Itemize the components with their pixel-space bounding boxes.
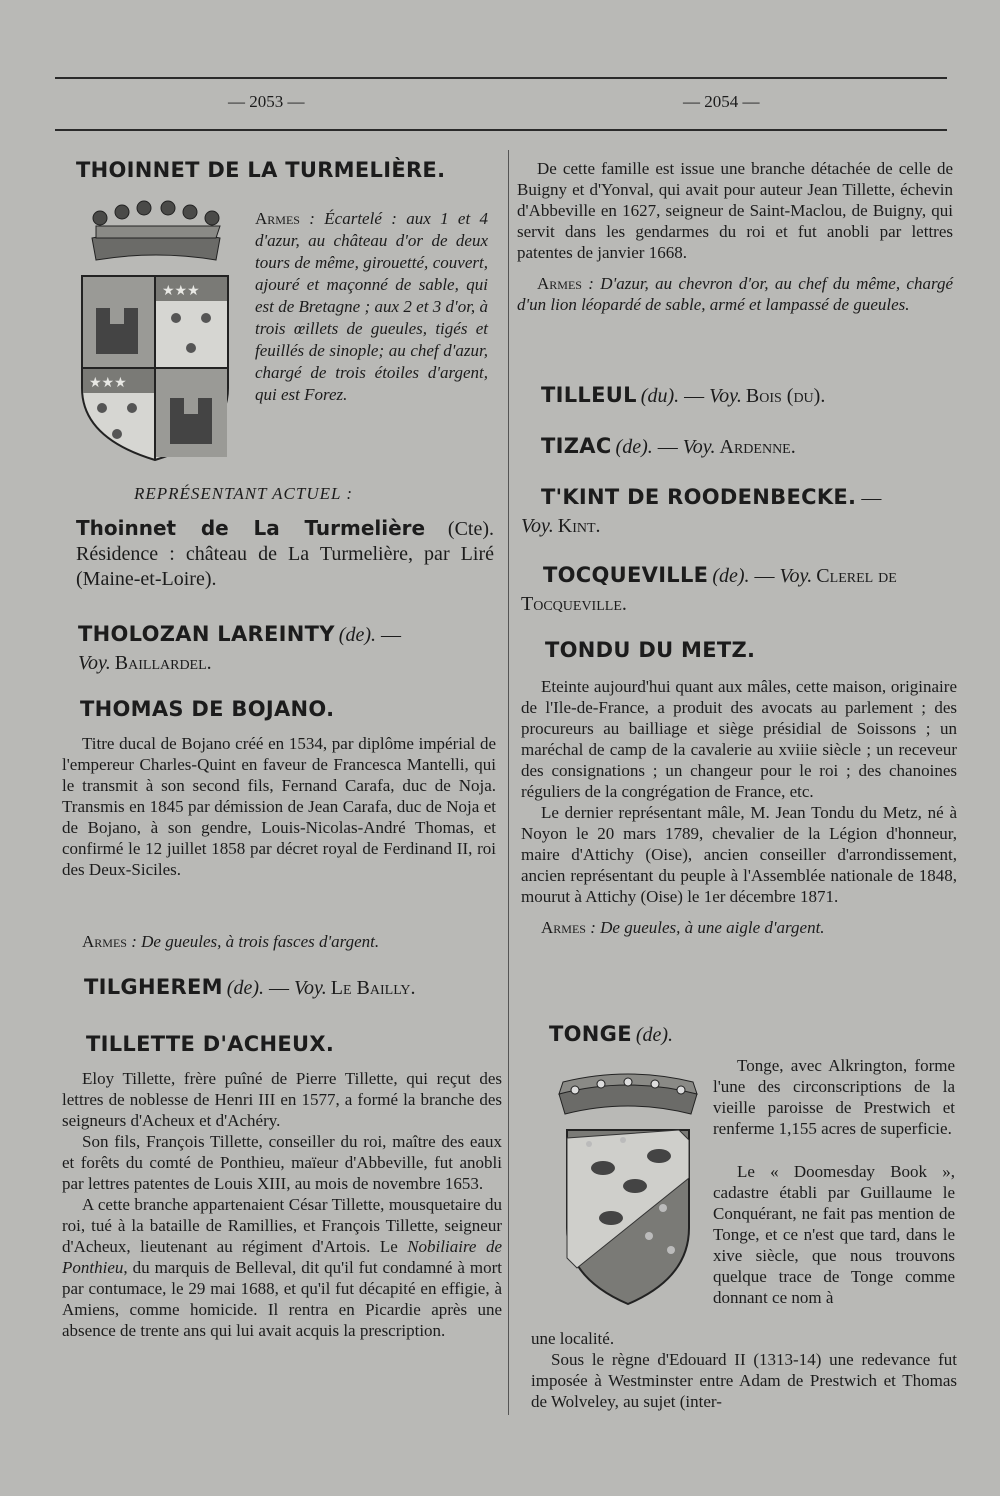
tilleul-particle: (du). [640, 385, 680, 407]
representant-name: Thoinnet de La Turmelière [76, 516, 426, 540]
tondu-p2: Le dernier représentant mâle, M. Jean Tondu du Metz, né à Noyon le 20 mars 1789, chevalier de la Légion d'honneur, maire d'Attichy (Oise), ancien conseiller d'arrondissement, ancien représentant du peuple à l'Assemblée nationale de 1848, mourut à Attichy (Oise) le 1er décembre 1871. [521, 803, 957, 906]
thoinnet-coat-of-arms-icon [70, 198, 242, 463]
column-divider [508, 150, 509, 1415]
tizac-dash: — [652, 436, 683, 458]
tonge-p4: Sous le règne d'Edouard II (1313-14) une redevance fut imposée à Westminster entre Adam de Prestwich et Thomas de Wolveley, au sujet (inter- [531, 1350, 957, 1411]
entry-title-tholozan: THOLOZAN LAREINTY [78, 622, 335, 646]
tonge-coat-of-arms-icon [553, 1068, 703, 1308]
entry-title-tizac: TIZAC [541, 434, 612, 458]
armes-label: Armes [82, 932, 127, 951]
entry-tholozan [78, 620, 496, 679]
entry-title-thoinnet: THOINNET DE LA TURMELIÈRE. [76, 158, 446, 182]
svg-text:★★★: ★★★ [89, 375, 127, 391]
tonge-p1-text: Tonge, avec Alkrington, forme l'une des circonscriptions de la vieille paroisse de Prestwich et renferme 1,155 acres de superficie. [713, 1056, 955, 1138]
tonge-p3: une localité. [531, 1329, 615, 1348]
entry-title-tilgherem: TILGHEREM [84, 975, 223, 999]
armes-label: Armes [537, 274, 582, 293]
entry-tonge [549, 1022, 673, 1048]
svg-text:★★★: ★★★ [162, 283, 200, 299]
tillette-body [62, 1068, 502, 1341]
representant-title: (Cte). [447, 518, 494, 540]
entry-tilgherem [84, 975, 415, 1001]
tillette-continuation [517, 158, 953, 315]
tilleul-ref: Bois (du). [745, 385, 826, 407]
tillette-p3-start: A cette branche appartenaient César Tillette, mousquetaire du roi, tué à la bataille de Ramillies, et François Tillette, seigneur d'Acheux, lieutenant au régiment d'Artois. Le [62, 1195, 502, 1256]
thomas-armes [62, 931, 496, 952]
entry-title-tilleul: TILLEUL [541, 383, 637, 407]
tondu-armes-text: : De gueules, à une aigle d'argent. [585, 918, 825, 937]
tizac-voy: Voy. [682, 436, 716, 458]
tholozan-voy: Voy. [78, 652, 111, 674]
entry-tocqueville [521, 561, 955, 620]
thomas-armes-text: : De gueules, à trois fasces d'argent. [126, 932, 380, 951]
tonge-particle: (de). [635, 1024, 674, 1046]
tillette-p1: Eloy Tillette, frère puîné de Pierre Tillette, qui reçut des lettres de noblesse de Henri III en 1577, a formé la branche des seigneurs d'Acheux et d'Achéry. [62, 1069, 502, 1130]
tillette-branch-text: De cette famille est issue une branche détachée de celle de Buigny et d'Yonval, qui avait pour auteur Jean Tillette, échevin d'Abbeville en 1627, seigneur de Saint-Maclou, de Buigny, qui servit dans les gendarmes du roi et fut anobli par lettres patentes de janvier 1668. [517, 159, 953, 262]
armes-label: Armes [541, 918, 586, 937]
tondu-p1: Eteinte aujourd'hui quant aux mâles, cette maison, originaire de l'Ile-de-France, a produit des avocats au parlement ; des procureurs au bailliage et siège présidial de Soissons ; un maréchal de camp de la cavalerie au xviiie siècle ; un receveur des consignations ; un changeur pour le roi ; des chanoines réguliers de la congrégation de France, etc. [521, 677, 957, 801]
entry-title-thomas: THOMAS DE BOJANO. [80, 697, 335, 721]
tocqueville-voy: Voy. [779, 565, 813, 587]
tilgherem-ref: Le Bailly. [330, 977, 416, 999]
tonge-body-end [531, 1328, 957, 1412]
tillette-p3-end: , du marquis de Belleval, dit qu'il fut condamné à mort par contumace, le 29 mai 1688, et qu'il fut décapité en effigie, à Amiens, comme homicide. Il rentra en Picardie après une absence de trente ans qui lui avait acquis la prescription. [62, 1258, 502, 1340]
tkint-dash: — [856, 487, 882, 509]
entry-title-tonge: TONGE [549, 1022, 632, 1046]
page-number-right: — 2054 — [683, 92, 760, 111]
top-rule [55, 77, 947, 79]
tholozan-ref: Baillardel. [114, 652, 212, 674]
tillette-armes-text: : D'azur, au chevron d'or, au chef du même, chargé d'un lion léopardé de sable, armé et lampassé de gueules. [517, 274, 953, 314]
entry-tkint [521, 483, 951, 542]
page-number-left: — 2053 — [228, 92, 305, 111]
tillette-p2: Son fils, François Tillette, conseiller du roi, maître des eaux et forêts du comté de Ponthieu, maïeur d'Abbeville, fut anobli par lettres patentes de Louis XIII, au mois de novembre 1653. [62, 1132, 502, 1193]
representant-residence: Résidence : château de La Turmelière, par Liré (Maine-et-Loire). [76, 543, 494, 590]
entry-tilleul [541, 383, 825, 409]
tizac-particle: (de). [615, 436, 653, 458]
tonge-p2 [713, 1161, 955, 1308]
tonge-p1 [713, 1055, 955, 1139]
entry-title-tkint: T'KINT DE ROODENBECKE. [541, 485, 857, 509]
tocqueville-dash: — [749, 565, 780, 587]
tondu-body [521, 676, 957, 938]
tilgherem-dash: — [264, 977, 294, 999]
entry-title-tondu: TONDU DU METZ. [545, 638, 756, 662]
tilgherem-particle: (de). [226, 977, 264, 999]
tonge-p2-text: Le « Doomesday Book », cadastre établi par Guillaume le Conquérant, ne fait pas mention de Tonge, et ce n'est que tard, dans le xive siècle, que nous trouvons quelque trace de Tonge comme donnant ce nom à [713, 1162, 955, 1307]
tkint-voy: Voy. [521, 515, 554, 537]
entry-title-tocqueville: TOCQUEVILLE [543, 563, 709, 587]
tondu-armes [521, 917, 957, 938]
tocqueville-ref: Clerel de Tocqueville. [521, 565, 897, 615]
entry-tizac [541, 434, 796, 460]
tocqueville-particle: (de). [712, 565, 750, 587]
representant-label: REPRÉSENTANT ACTUEL : [134, 484, 354, 503]
tilleul-dash: — [679, 385, 710, 407]
entry-title-tillette: TILLETTE D'ACHEUX. [86, 1032, 335, 1056]
armes-label: Armes [255, 209, 300, 228]
thomas-text: Titre ducal de Bojano créé en 1534, par diplôme impérial de l'empereur Charles-Quint en faveur de Francesca Mantelli, qui le transmit à son second fils, Fernand Carafa, duc de Noja. Transmis en 1845 par démission de Jean Carafa, duc de Noja et de Bojano, à son gendre, Louis-Nicolas-André Thomas, et confirmé le 12 juillet 1858 par décret royal de Ferdinand II, roi des Deux-Siciles. [62, 734, 496, 879]
tkint-ref: Kint. [557, 515, 601, 537]
thoinnet-armes [255, 208, 488, 406]
tillette-p3 [62, 1194, 502, 1341]
thoinnet-armes-text: : Écartelé : aux 1 et 4 d'azur, au château d'or de deux tours de même, girouetté, couvert, ajouré et maçonné de sable, qui est de Bretagne ; aux 2 et 3 d'or, à trois œillets de gueules, tigés et feuillés de sinople; au chef d'azur, chargé de trois étoiles d'argent, qui est Forez. [255, 209, 488, 404]
tholozan-dash: — [375, 624, 401, 646]
representant-block [76, 516, 494, 592]
tholozan-particle: (de). [338, 624, 376, 646]
tilgherem-voy: Voy. [294, 977, 327, 999]
tizac-ref: Ardenne. [719, 436, 796, 458]
header-rule [55, 129, 947, 131]
tillette-nobiliaire-title: Nobiliaire de Ponthieu [62, 1237, 502, 1277]
tilleul-voy: Voy. [709, 385, 742, 407]
tillette-armes [517, 273, 953, 315]
